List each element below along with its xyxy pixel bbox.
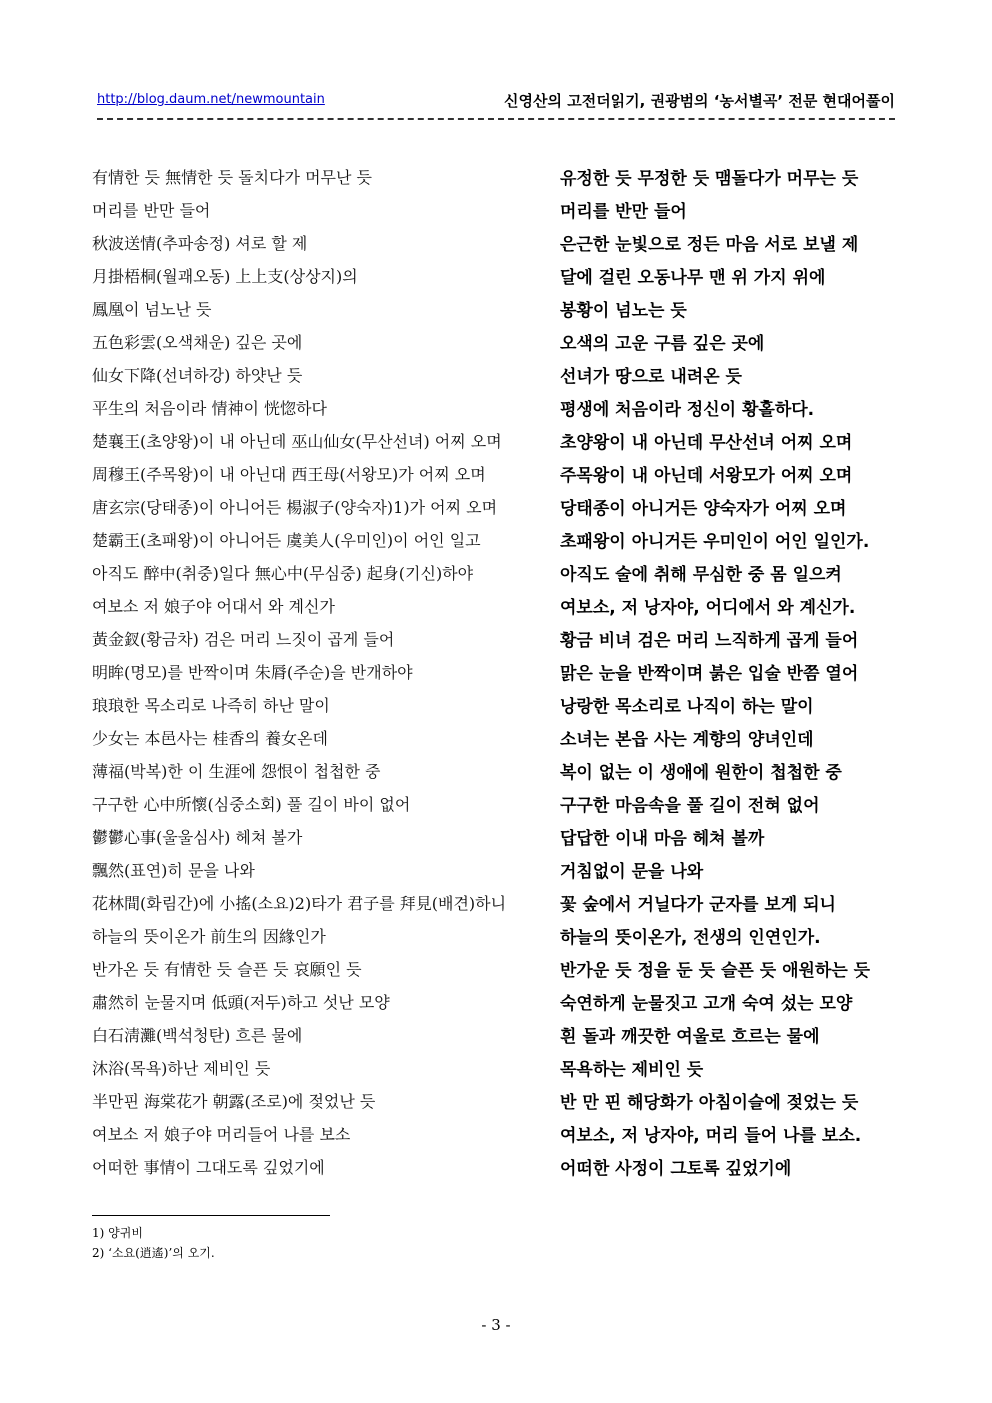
modern-translation-line: 어떠한 사정이 그토록 깊었기에: [560, 1159, 792, 1179]
modern-translation-line: 소녀는 본읍 사는 계향의 양녀인데: [560, 730, 814, 750]
original-line: 唐玄宗(당태종)이 아니어든 楊淑子(양숙자)1)가 어찌 오며: [92, 498, 498, 517]
modern-translation-line: 반가운 듯 정을 둔 듯 슬픈 듯 애원하는 듯: [560, 961, 871, 981]
modern-translation-line: 유정한 듯 무정한 듯 맴돌다가 머무는 듯: [560, 169, 859, 189]
original-line: 어떠한 事情이 그대도록 깊었기에: [92, 1158, 325, 1177]
verse-row: [92, 357, 902, 390]
verse-row: [92, 291, 902, 324]
original-line: 半만핀 海棠花가 朝露(조로)에 젖었난 듯: [92, 1092, 376, 1111]
original-line: 楚襄王(초양왕)이 내 아닌데 巫山仙女(무산선녀) 어찌 오며: [92, 432, 502, 451]
modern-translation-line: 꽃 숲에서 거닐다가 군자를 보게 되니: [560, 895, 836, 915]
verse-row: [92, 918, 902, 951]
modern-translation-line: 초양왕이 내 아닌데 무산선녀 어찌 오며: [560, 433, 853, 453]
verse-row: [92, 951, 902, 984]
modern-translation-line: 아직도 술에 취해 무심한 중 몸 일으켜: [560, 565, 842, 585]
original-line: 구구한 心中所懷(심중소회) 풀 길이 바이 없어: [92, 795, 411, 814]
original-line: 薄福(박복)한 이 生涯에 怨恨이 첩첩한 중: [92, 762, 381, 781]
modern-translation-line: 달에 걸린 오동나무 맨 위 가지 위에: [560, 268, 826, 288]
verse-table: [92, 159, 902, 1182]
verse-row: [92, 390, 902, 423]
original-line: 五色彩雲(오색채운) 깊은 곳에: [92, 333, 303, 352]
original-line: 秋波送情(추파송정) 셔로 할 제: [92, 234, 308, 253]
document-title: 신영산의 고전더읽기, 권광범의 ‘농서별곡’ 전문 현대어풀이: [504, 92, 895, 110]
verse-row: [92, 423, 902, 456]
modern-translation-line: 반 만 핀 해당화가 아침이슬에 젖었는 듯: [560, 1093, 859, 1113]
verse-row: [92, 852, 902, 885]
original-line: 飄然(표연)히 문을 나와: [92, 861, 255, 880]
verse-row: [92, 258, 902, 291]
footnotes: [92, 1224, 215, 1264]
original-line: 여보소 저 娘子야 어대서 와 계신가: [92, 597, 335, 616]
original-line: 肅然히 눈물지며 低頭(저두)하고 섯난 모양: [92, 993, 390, 1012]
verse-row: [92, 522, 902, 555]
original-line: 반가온 듯 有情한 듯 슬픈 듯 哀願인 듯: [92, 960, 362, 979]
original-line: 鳳凰이 넘노난 듯: [92, 300, 212, 319]
modern-translation-line: 머리를 반만 들어: [560, 202, 687, 222]
original-line: 黃金釵(황금차) 검은 머리 느짓이 곱게 들어: [92, 630, 395, 649]
original-line: 琅琅한 목소리로 나즉히 하난 말이: [92, 696, 330, 715]
verse-row: [92, 1116, 902, 1149]
footnote-2: 2) ‘소요(逍遙)’의 오기.: [92, 1246, 215, 1260]
modern-translation-line: 답답한 이내 마음 헤쳐 볼까: [560, 829, 765, 849]
verse-row: [92, 786, 902, 819]
verse-row: [92, 324, 902, 357]
verse-row: [92, 159, 902, 192]
original-line: 여보소 저 娘子야 머리들어 나를 보소: [92, 1125, 351, 1144]
modern-translation-line: 평생에 처음이라 정신이 황홀하다.: [560, 400, 815, 420]
original-line: 平生의 처음이라 情神이 恍惚하다: [92, 399, 327, 418]
modern-translation-line: 황금 비녀 검은 머리 느직하게 곱게 들어: [560, 631, 859, 651]
verse-row: [92, 720, 902, 753]
original-line: 周穆王(주목왕)이 내 아닌대 西王母(서왕모)가 어찌 오며: [92, 465, 486, 484]
original-line: 하늘의 뜻이온가 前生의 因緣인가: [92, 927, 326, 946]
modern-translation-line: 하늘의 뜻이온가, 전생의 인연인가.: [560, 928, 821, 948]
verse-row: [92, 588, 902, 621]
verse-row: [92, 687, 902, 720]
original-line: 花林間(화림간)에 小搖(소요)2)타가 君子를 拜見(배견)하니: [92, 894, 507, 913]
modern-translation-line: 봉황이 넘노는 듯: [560, 301, 687, 321]
page-header: [97, 92, 895, 112]
modern-translation-line: 목욕하는 제비인 듯: [560, 1060, 704, 1080]
modern-translation-line: 거침없이 문을 나와: [560, 862, 704, 882]
verse-row: [92, 1083, 902, 1116]
original-line: 白石淸灘(백석청탄) 흐른 물에: [92, 1026, 303, 1045]
original-line: 鬱鬱心事(울울심사) 헤쳐 볼가: [92, 828, 303, 847]
footnote-divider: [92, 1215, 330, 1216]
verse-row: [92, 1050, 902, 1083]
modern-translation-line: 복이 없는 이 생애에 원한이 첩첩한 중: [560, 763, 842, 783]
blog-url-link[interactable]: http://blog.daum.net/newmountain: [97, 92, 325, 107]
original-line: 月掛梧桐(월괘오동) 上上支(상상지)의: [92, 267, 358, 286]
verse-row: [92, 456, 902, 489]
verse-row: [92, 489, 902, 522]
original-line: 楚霸王(초패왕)이 아니어든 虞美人(우미인)이 어인 일고: [92, 531, 481, 550]
page-number: - 3 -: [481, 1316, 511, 1334]
verse-row: [92, 192, 902, 225]
original-line: 아직도 醉中(취중)일다 無心中(무심중) 起身(기신)하야: [92, 564, 474, 583]
verse-row: [92, 885, 902, 918]
verse-row: [92, 654, 902, 687]
original-line: 明眸(명모)를 반짝이며 朱脣(주순)을 반개하야: [92, 663, 413, 682]
original-line: 少女는 本邑사는 桂香의 養女온데: [92, 729, 328, 748]
verse-row: [92, 555, 902, 588]
modern-translation-line: 여보소, 저 낭자야, 머리 들어 나를 보소.: [560, 1126, 862, 1146]
modern-translation-line: 맑은 눈을 반짝이며 붉은 입술 반쯤 열어: [560, 664, 859, 684]
modern-translation-line: 선녀가 땅으로 내려온 듯: [560, 367, 742, 387]
verse-row: [92, 621, 902, 654]
modern-translation-line: 초패왕이 아니거든 우미인이 어인 일인가.: [560, 532, 870, 552]
verse-row: [92, 753, 902, 786]
original-line: 머리를 반만 들어: [92, 201, 211, 220]
original-line: 有情한 듯 無情한 듯 돌치다가 머무난 듯: [92, 168, 372, 187]
modern-translation-line: 낭랑한 목소리로 나직이 하는 말이: [560, 697, 814, 717]
verse-row: [92, 1017, 902, 1050]
modern-translation-line: 당태종이 아니거든 양숙자가 어찌 오며: [560, 499, 847, 519]
modern-translation-line: 은근한 눈빛으로 정든 마음 서로 보낼 제: [560, 235, 859, 255]
modern-translation-line: 오색의 고운 구름 깊은 곳에: [560, 334, 765, 354]
footnote-1: 1) 양귀비: [92, 1226, 143, 1240]
original-line: 仙女下降(선녀하강) 하얏난 듯: [92, 366, 303, 385]
verse-row: [92, 1149, 902, 1182]
verse-row: [92, 225, 902, 258]
verse-row: [92, 819, 902, 852]
original-line: 沐浴(목욕)하난 제비인 듯: [92, 1059, 271, 1078]
modern-translation-line: 주목왕이 내 아닌데 서왕모가 어찌 오며: [560, 466, 853, 486]
modern-translation-line: 구구한 마음속을 풀 길이 전혀 없어: [560, 796, 820, 816]
header-divider: [97, 118, 895, 120]
verse-row: [92, 984, 902, 1017]
modern-translation-line: 여보소, 저 낭자야, 어디에서 와 계신가.: [560, 598, 856, 618]
modern-translation-line: 흰 돌과 깨끗한 여울로 흐르는 물에: [560, 1027, 820, 1047]
modern-translation-line: 숙연하게 눈물짓고 고개 숙여 섰는 모양: [560, 994, 853, 1014]
